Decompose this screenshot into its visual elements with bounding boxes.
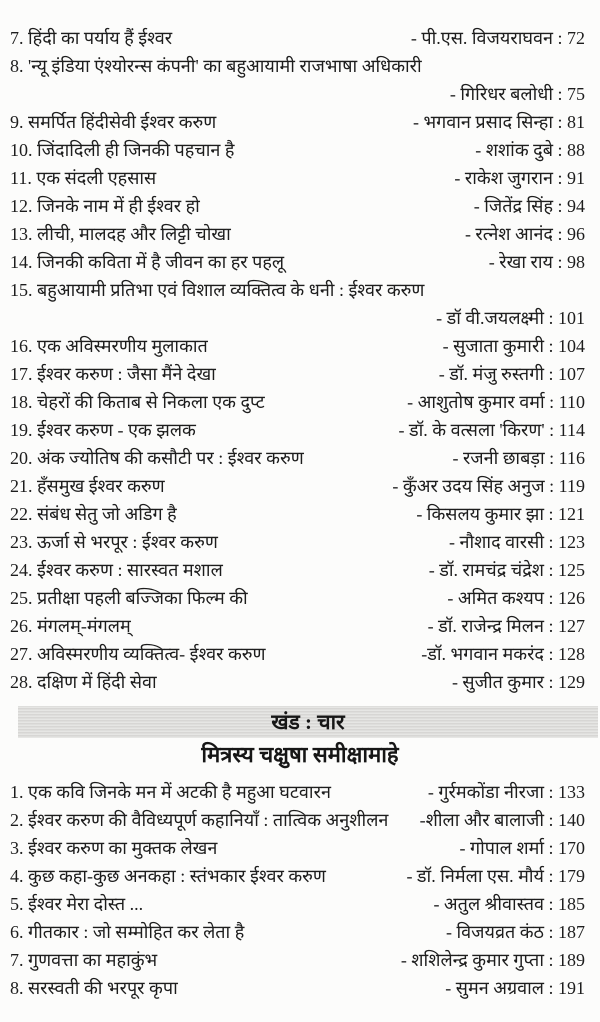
entry-author-page: - डॉ. निर्मला एस. मौर्य : 179 — [406, 866, 585, 886]
entry-author-page: - रजनी छाबड़ा : 116 — [452, 448, 585, 468]
entry-author-page: - अमित कश्यप : 126 — [447, 588, 585, 608]
entry-title — [10, 444, 304, 472]
entry-author-page: - जितेंद्र सिंह : 94 — [473, 196, 585, 216]
section-four-subtitle: मित्रस्य चक्षुषा समीक्षामाहे — [201, 742, 399, 767]
toc-entry — [0, 584, 600, 612]
entry-author-page: - डॉ. मंजु रुस्तगी : 107 — [438, 364, 585, 384]
entry-author-page: - नौशाद वारसी : 123 — [449, 532, 585, 552]
entry-author-page: - डॉ वी.जयलक्ष्मी : 101 — [436, 308, 585, 328]
entry-number: 22. — [10, 504, 33, 524]
entry-title-text: सरस्वती की भरपूर कृपा — [28, 978, 178, 998]
entry-author-page: - कुँअर उदय सिंह अनुज : 119 — [392, 476, 585, 496]
entry-number: 12. — [10, 196, 33, 216]
entry-author-page: - रत्नेश आनंद : 96 — [464, 224, 585, 244]
entry-title-text: हँसमुख ईश्वर करुण — [37, 476, 165, 496]
toc-entry — [0, 164, 600, 192]
entry-author-page: - सुमन अग्रवाल : 191 — [445, 978, 585, 998]
entry-number: 8. — [10, 56, 24, 76]
entry-title — [10, 220, 231, 248]
toc-entry — [0, 192, 600, 220]
entry-author-page: - किसलय कुमार झा : 121 — [416, 504, 585, 524]
entry-number: 13. — [10, 224, 33, 244]
entry-title-text: जिनकी कविता में है जीवन का हर पहलू — [37, 252, 285, 272]
entry-number: 7. — [10, 28, 24, 48]
entry-title-text: जिनके नाम में ही ईश्वर हो — [37, 196, 200, 216]
entry-title-text: संबंध सेतु जो अडिग है — [37, 504, 177, 524]
entry-author-page: - भगवान प्रसाद सिन्हा : 81 — [412, 112, 585, 132]
entry-title — [10, 416, 196, 444]
entry-title — [10, 500, 177, 528]
entry-author-page: - शशांक दुबे : 88 — [475, 140, 585, 160]
entry-author-page: - डॉ. के वत्सला 'किरण' : 114 — [398, 420, 585, 440]
entry-title — [10, 974, 178, 1002]
toc-entry — [0, 24, 600, 52]
entry-number: 5. — [10, 894, 24, 914]
entry-title-text: ईश्वर करुण - एक झलक — [37, 420, 196, 440]
entry-number: 19. — [10, 420, 33, 440]
entry-number: 20. — [10, 448, 33, 468]
entry-number: 28. — [10, 672, 33, 692]
entry-title-text: मंगलम्-मंगलम् — [37, 616, 131, 636]
entry-author-page: - गोपाल शर्मा : 170 — [459, 838, 585, 858]
entry-title — [10, 584, 248, 612]
toc-entry — [0, 388, 600, 416]
toc-entry — [0, 946, 600, 974]
entry-number: 3. — [10, 838, 24, 858]
entry-number: 16. — [10, 336, 33, 356]
toc-entry — [0, 974, 600, 1002]
entry-title — [10, 164, 156, 192]
entry-author-page: -शीला और बालाजी : 140 — [419, 810, 585, 830]
entry-author-page: - रेखा राय : 98 — [488, 252, 585, 272]
entry-number: 21. — [10, 476, 33, 496]
toc-entry — [0, 528, 600, 556]
entry-number: 9. — [10, 112, 24, 132]
toc-section-four-list — [0, 778, 600, 1002]
entry-title — [10, 946, 157, 974]
entry-number: 15. — [10, 280, 33, 300]
entry-title — [10, 24, 172, 52]
toc-entry — [0, 500, 600, 528]
entry-number: 26. — [10, 616, 33, 636]
entry-number: 14. — [10, 252, 33, 272]
toc-entry — [0, 834, 600, 862]
entry-title — [10, 332, 208, 360]
toc-entry — [0, 136, 600, 164]
toc-entry — [0, 52, 600, 108]
entry-title — [10, 192, 200, 220]
entry-author-page: -डॉ. भगवान मकरंद : 128 — [421, 644, 585, 664]
entry-title — [10, 136, 234, 164]
entry-title-text: ईश्वर करुण की वैविध्यपूर्ण कहानियाँ : तात्विक अनुशीलन — [28, 810, 389, 830]
section-four-title: खंड : चार — [271, 710, 345, 734]
entry-title-text: ईश्वर करुण : सारस्वत मशाल — [37, 560, 223, 580]
toc-entry — [0, 472, 600, 500]
toc-entry — [0, 918, 600, 946]
entry-title-text: लीची, मालदह और लिट्टी चोखा — [37, 224, 231, 244]
entry-title — [10, 276, 585, 304]
entry-author-page: - आशुतोष कुमार वर्मा : 110 — [407, 392, 585, 412]
toc-section-three-list — [0, 24, 600, 696]
entry-author-page: - पी.एस. विजयराघवन : 72 — [410, 28, 585, 48]
toc-entry — [0, 640, 600, 668]
entry-author-page: - विजयव्रत कंठ : 187 — [445, 922, 585, 942]
toc-entry — [0, 416, 600, 444]
entry-number: 25. — [10, 588, 33, 608]
toc-entry — [0, 276, 600, 332]
entry-title-text: गुणवत्ता का महाकुंभ — [28, 950, 158, 970]
entry-number: 24. — [10, 560, 33, 580]
entry-title — [10, 640, 266, 668]
toc-entry — [0, 332, 600, 360]
entry-title-text: बहुआयामी प्रतिभा एवं विशाल व्यक्तित्व के धनी : ईश्वर करुण — [37, 280, 425, 300]
entry-author-page: - राकेश जुगरान : 91 — [454, 168, 585, 188]
toc-entry — [0, 890, 600, 918]
entry-author-page: - सुजाता कुमारी : 104 — [442, 336, 585, 356]
toc-entry — [0, 220, 600, 248]
entry-number: 4. — [10, 866, 24, 886]
entry-number: 2. — [10, 810, 24, 830]
entry-number: 11. — [10, 168, 32, 188]
entry-number: 6. — [10, 922, 24, 942]
entry-number: 8. — [10, 978, 24, 998]
entry-title-text: कुछ कहा-कुछ अनकहा : स्तंभकार ईश्वर करुण — [28, 866, 326, 886]
entry-author-page: - डॉ. रामचंद्र चंद्रेश : 125 — [428, 560, 585, 580]
entry-number: 17. — [10, 364, 33, 384]
entry-title — [10, 528, 218, 556]
entry-number: 23. — [10, 532, 33, 552]
toc-entry — [0, 248, 600, 276]
entry-title — [10, 556, 223, 584]
entry-number: 10. — [10, 140, 33, 160]
entry-title — [10, 668, 157, 696]
entry-title — [10, 834, 217, 862]
entry-number: 27. — [10, 644, 33, 664]
entry-author-page: - शशिलेन्द्र कुमार गुप्ता : 189 — [400, 950, 585, 970]
entry-title-text: दक्षिण में हिंदी सेवा — [37, 672, 157, 692]
entry-title-text: प्रतीक्षा पहली बज्जिका फिल्म की — [37, 588, 248, 608]
entry-title — [10, 918, 244, 946]
section-four-band — [18, 706, 598, 738]
toc-entry — [0, 556, 600, 584]
toc-entry — [0, 806, 600, 834]
entry-title — [10, 108, 216, 136]
entry-title-text: एक कवि जिनके मन में अटकी है महुआ घटवारन — [28, 782, 331, 802]
entry-title-text: एक अविस्मरणीय मुलाकात — [37, 336, 208, 356]
entry-title — [10, 52, 585, 80]
entry-title — [10, 388, 265, 416]
toc-entry — [0, 360, 600, 388]
entry-author-page: - गिरिधर बलोधी : 75 — [449, 84, 585, 104]
entry-title-text: एक संदली एहसास — [36, 168, 157, 188]
entry-title-text: ऊर्जा से भरपूर : ईश्वर करुण — [37, 532, 218, 552]
entry-author-page: - डॉ. राजेन्द्र मिलन : 127 — [427, 616, 585, 636]
entry-title-text: समर्पित हिंदीसेवी ईश्वर करुण — [28, 112, 217, 132]
entry-title — [10, 862, 326, 890]
entry-title — [10, 248, 284, 276]
entry-title — [10, 806, 388, 834]
entry-title — [10, 890, 143, 918]
entry-title-text: 'न्यू इंडिया एंश्योरन्स कंपनी' का बहुआयामी राजभाषा अधिकारी — [28, 56, 422, 76]
entry-title-text: ईश्वर मेरा दोस्त ... — [28, 894, 144, 914]
entry-title-text: अविस्मरणीय व्यक्तित्व- ईश्वर करुण — [37, 644, 266, 664]
entry-title — [10, 778, 331, 806]
toc-entry — [0, 668, 600, 696]
entry-title-text: ईश्वर करुण का मुक्तक लेखन — [28, 838, 218, 858]
entry-author-page: - अतुल श्रीवास्तव : 185 — [433, 894, 585, 914]
entry-title-text: हिंदी का पर्याय हैं ईश्वर — [28, 28, 173, 48]
entry-number: 18. — [10, 392, 33, 412]
entry-title — [10, 612, 131, 640]
toc-entry — [0, 444, 600, 472]
entry-title-text: गीतकार : जो सम्मोहित कर लेता है — [28, 922, 245, 942]
entry-author-page: - सुजीत कुमार : 129 — [451, 672, 585, 692]
entry-number: 1. — [10, 782, 24, 802]
entry-title-text: चेहरों की किताब से निकला एक दुप्ट — [37, 392, 265, 412]
toc-entry — [0, 862, 600, 890]
entry-author-page: - गुर्रमकोंडा नीरजा : 133 — [427, 782, 585, 802]
entry-title-text: ईश्वर करुण : जैसा मैंने देखा — [37, 364, 216, 384]
entry-title-text: अंक ज्योतिष की कसौटी पर : ईश्वर करुण — [37, 448, 304, 468]
entry-title — [10, 360, 216, 388]
toc-entry — [0, 108, 600, 136]
entry-number: 7. — [10, 950, 24, 970]
toc-entry — [0, 612, 600, 640]
toc-entry — [0, 778, 600, 806]
entry-title — [10, 472, 165, 500]
entry-title-text: जिंदादिली ही जिनकी पहचान है — [37, 140, 235, 160]
